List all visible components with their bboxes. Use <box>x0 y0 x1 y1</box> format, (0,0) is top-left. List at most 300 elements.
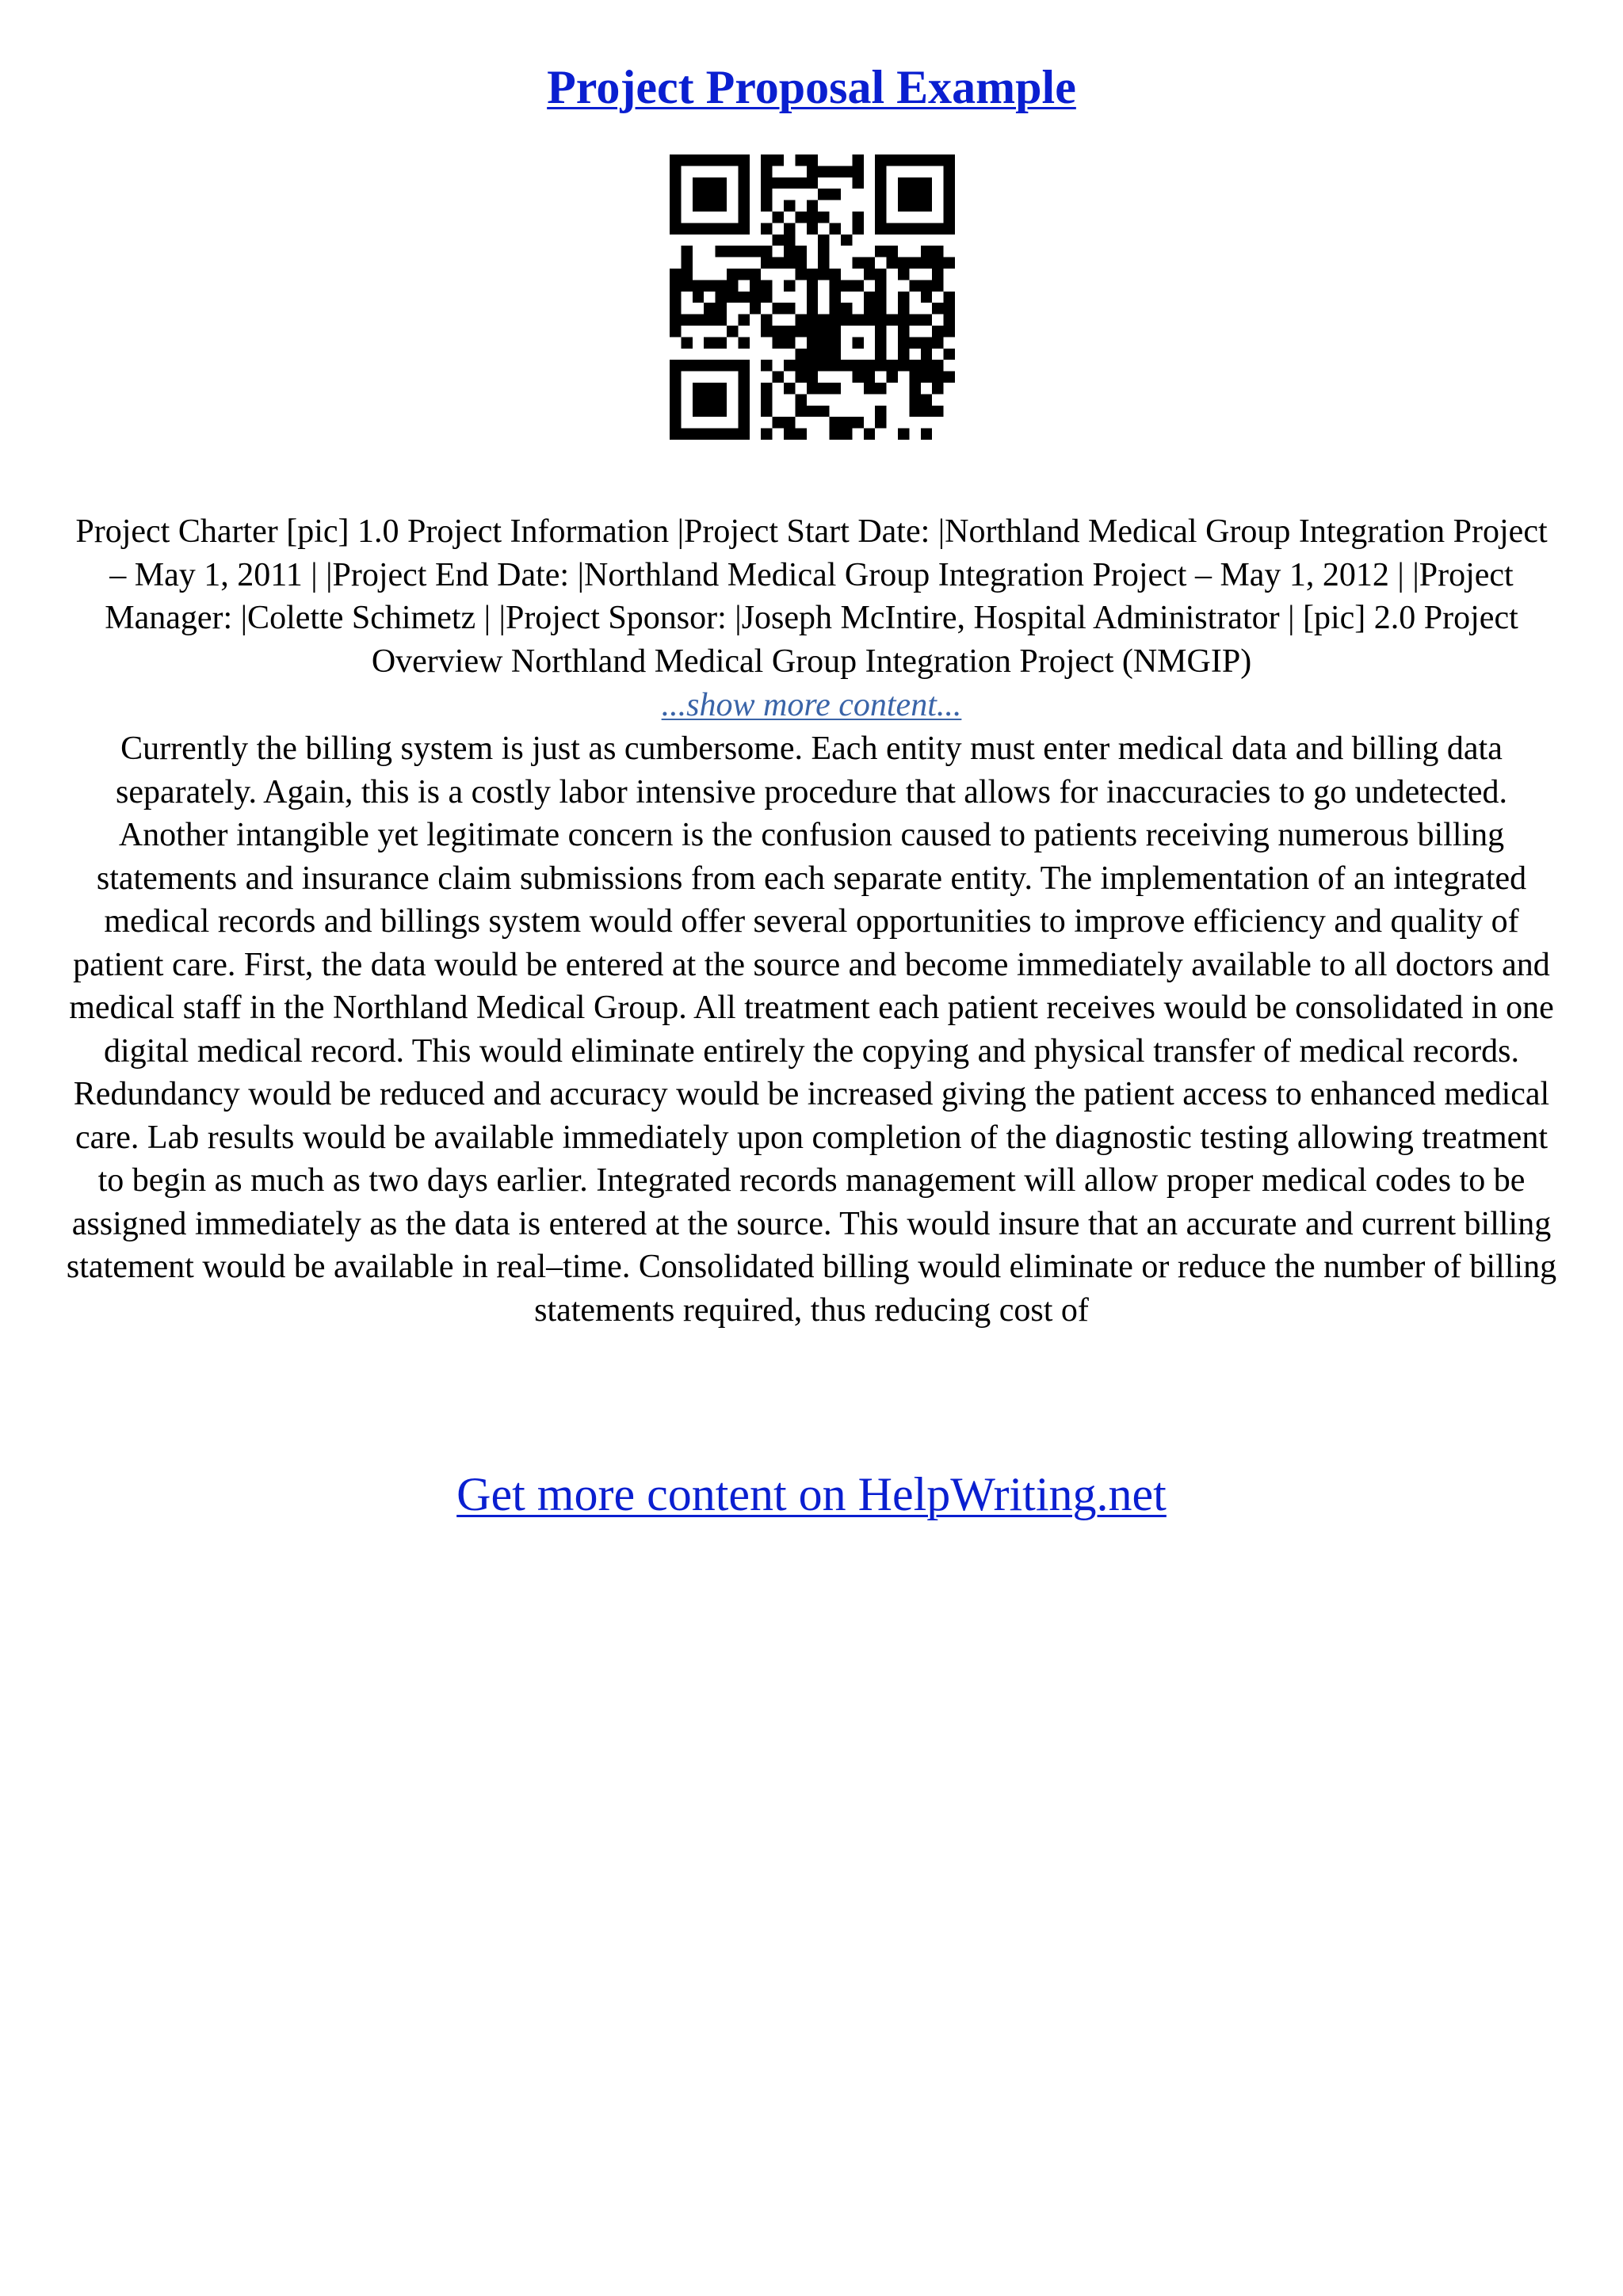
qr-module <box>875 326 886 337</box>
qr-module <box>704 406 715 417</box>
qr-module <box>784 280 795 291</box>
qr-module <box>921 280 932 291</box>
qr-module <box>921 200 932 212</box>
qr-module <box>921 372 932 383</box>
qr-module <box>670 417 681 428</box>
qr-module <box>738 200 749 212</box>
main-body-text: Currently the billing system is just as cumbersome. Each entity must enter medical data and billing data separately. Again, this is a costly labor intensive procedure that allows for inaccuracies to go undetected. Another intangible yet legitimate concern is the confusion caused to patients receiving numerous billing statements and insurance claim submissions from each separate entity. The implementation of an integrated medical records and billings system would offer several opportunities to improve efficiency and quality of patient care. First, the data would be entered at the source and become immediately available to all doctors and medical staff in the Northland Medical Group. All treatment each patient receives would be consolidated in one digital medical record. This would eliminate entirely the copying and physical transfer of medical records. Redundancy would be reduced and accuracy would be increased giving the patient access to enhanced medical care. Lab results would be available immediately upon completion of the diagnostic testing allowing treatment to begin as much as two days earlier. Integrated records management will allow proper medical codes to be assigned immediately as the data is entered at the source. This would insure that an accurate and current billing statement would be available in real–time. Consolidated billing would eliminate or reduce the number of billing statements required, thus reducing cost of <box>66 730 1557 1329</box>
qr-module <box>898 257 909 269</box>
qr-module <box>670 372 681 383</box>
qr-module <box>761 280 772 291</box>
qr-module <box>681 429 692 440</box>
qr-module <box>716 303 727 314</box>
qr-module <box>898 189 909 200</box>
qr-module <box>921 349 932 360</box>
qr-module <box>875 177 886 189</box>
qr-module <box>875 200 886 212</box>
qr-module <box>830 360 841 371</box>
qr-module <box>681 280 692 291</box>
qr-module <box>852 417 863 428</box>
qr-module <box>784 257 795 269</box>
qr-module <box>773 337 784 348</box>
qr-module <box>807 337 818 348</box>
qr-module <box>944 326 955 337</box>
qr-module <box>887 154 898 166</box>
qr-module <box>670 394 681 405</box>
qr-module <box>909 406 920 417</box>
qr-module <box>898 223 909 234</box>
qr-module <box>693 360 704 371</box>
qr-module <box>681 154 692 166</box>
qr-module <box>670 303 681 314</box>
qr-module <box>738 154 749 166</box>
qr-module <box>830 326 841 337</box>
qr-module <box>738 315 749 326</box>
qr-module <box>738 360 749 371</box>
qr-module <box>681 223 692 234</box>
qr-module <box>738 166 749 177</box>
qr-module <box>864 315 875 326</box>
qr-module <box>807 383 818 394</box>
qr-module <box>807 372 818 383</box>
qr-module <box>807 166 818 177</box>
qr-module <box>795 394 806 405</box>
qr-module <box>716 280 727 291</box>
qr-module <box>921 406 932 417</box>
qr-module <box>944 200 955 212</box>
qr-module <box>704 315 715 326</box>
qr-module <box>681 257 692 269</box>
qr-module <box>681 246 692 257</box>
qr-module <box>738 246 749 257</box>
qr-module <box>898 200 909 212</box>
qr-module <box>909 337 920 348</box>
qr-module <box>818 189 829 200</box>
qr-module <box>875 337 886 348</box>
qr-module <box>909 372 920 383</box>
qr-module <box>864 303 875 314</box>
qr-module <box>875 292 886 303</box>
qr-module <box>693 154 704 166</box>
qr-module <box>716 177 727 189</box>
qr-module <box>818 315 829 326</box>
qr-module <box>830 223 841 234</box>
qr-module <box>921 257 932 269</box>
qr-module <box>670 189 681 200</box>
qr-module <box>727 292 738 303</box>
qr-module <box>875 212 886 223</box>
page-title <box>0 54 1623 120</box>
qr-module <box>909 360 920 371</box>
qr-module <box>670 223 681 234</box>
qr-module <box>738 394 749 405</box>
qr-module <box>704 394 715 405</box>
qr-module <box>864 383 875 394</box>
qr-module <box>830 417 841 428</box>
qr-module <box>841 303 852 314</box>
qr-module <box>830 303 841 314</box>
qr-module <box>807 154 818 166</box>
qr-module <box>773 257 784 269</box>
qr-module <box>795 372 806 383</box>
qr-module <box>875 383 886 394</box>
qr-module <box>807 292 818 303</box>
qr-module <box>773 154 784 166</box>
qr-module <box>716 406 727 417</box>
qr-module <box>944 177 955 189</box>
qr-module <box>921 154 932 166</box>
qr-module <box>727 429 738 440</box>
qr-module <box>784 360 795 371</box>
qr-module <box>807 223 818 234</box>
show-more-link[interactable]: ...show more content... <box>661 687 962 723</box>
qr-module <box>670 269 681 280</box>
qr-module <box>750 292 761 303</box>
qr-module <box>693 315 704 326</box>
qr-module <box>716 383 727 394</box>
qr-module <box>761 166 772 177</box>
qr-module <box>761 383 772 394</box>
qr-module <box>727 326 738 337</box>
qr-module <box>807 303 818 314</box>
qr-module <box>704 337 715 348</box>
qr-module <box>795 257 806 269</box>
qr-module <box>795 177 806 189</box>
qr-module <box>830 337 841 348</box>
qr-module <box>852 257 863 269</box>
qr-module <box>932 372 943 383</box>
qr-module <box>864 269 875 280</box>
qr-module <box>784 417 795 428</box>
qr-module <box>944 223 955 234</box>
qr-module <box>887 360 898 371</box>
qr-module <box>784 337 795 348</box>
qr-module <box>932 223 943 234</box>
qr-module <box>761 177 772 189</box>
qr-module <box>670 383 681 394</box>
qr-module <box>875 315 886 326</box>
qr-module <box>795 360 806 371</box>
qr-module <box>898 337 909 348</box>
qr-module <box>909 257 920 269</box>
qr-module <box>773 303 784 314</box>
qr-module <box>795 429 806 440</box>
qr-module <box>875 349 886 360</box>
qr-module <box>875 406 886 417</box>
qr-module <box>841 280 852 291</box>
qr-module <box>909 223 920 234</box>
qr-module <box>921 177 932 189</box>
qr-module <box>738 429 749 440</box>
qr-code-icon <box>670 154 955 440</box>
qr-module <box>784 200 795 212</box>
qr-module <box>773 417 784 428</box>
qr-module <box>738 383 749 394</box>
qr-module <box>716 189 727 200</box>
qr-module <box>944 315 955 326</box>
qr-module <box>932 303 943 314</box>
qr-module <box>852 223 863 234</box>
qr-module <box>841 360 852 371</box>
qr-module <box>761 246 772 257</box>
qr-module <box>795 246 806 257</box>
qr-module <box>898 303 909 314</box>
qr-module <box>761 189 772 200</box>
qr-module <box>807 360 818 371</box>
qr-module <box>727 360 738 371</box>
qr-module <box>795 349 806 360</box>
qr-module <box>727 154 738 166</box>
qr-module <box>909 154 920 166</box>
qr-module <box>693 429 704 440</box>
qr-module <box>818 326 829 337</box>
show-more-container <box>0 684 1623 727</box>
qr-module <box>693 223 704 234</box>
qr-module <box>841 315 852 326</box>
qr-module <box>887 315 898 326</box>
qr-module <box>761 360 772 371</box>
qr-module <box>670 326 681 337</box>
qr-module <box>818 383 829 394</box>
qr-module <box>875 246 886 257</box>
qr-module <box>693 292 704 303</box>
qr-module <box>750 246 761 257</box>
qr-module <box>932 280 943 291</box>
qr-module <box>864 360 875 371</box>
qr-module <box>761 200 772 212</box>
qr-module <box>944 166 955 177</box>
qr-module <box>670 200 681 212</box>
qr-module <box>738 177 749 189</box>
qr-module <box>807 315 818 326</box>
qr-module <box>852 337 863 348</box>
qr-module <box>852 166 863 177</box>
qr-module <box>887 257 898 269</box>
qr-module <box>921 360 932 371</box>
qr-module <box>716 429 727 440</box>
qr-module <box>887 246 898 257</box>
qr-module <box>875 303 886 314</box>
qr-module <box>875 269 886 280</box>
qr-module <box>909 177 920 189</box>
qr-module <box>818 337 829 348</box>
qr-module <box>818 235 829 246</box>
qr-module <box>898 269 909 280</box>
qr-module <box>818 360 829 371</box>
qr-module <box>784 303 795 314</box>
qr-module <box>738 223 749 234</box>
qr-module <box>693 383 704 394</box>
qr-module <box>852 360 863 371</box>
qr-module <box>704 154 715 166</box>
qr-module <box>693 280 704 291</box>
qr-module <box>944 212 955 223</box>
qr-module <box>830 315 841 326</box>
qr-module <box>704 360 715 371</box>
qr-module <box>898 326 909 337</box>
qr-module <box>909 280 920 291</box>
qr-module <box>693 200 704 212</box>
qr-module <box>670 154 681 166</box>
qr-module <box>738 417 749 428</box>
title-link[interactable]: Project Proposal Example <box>547 61 1076 113</box>
qr-module <box>818 166 829 177</box>
qr-module <box>795 315 806 326</box>
qr-module <box>932 406 943 417</box>
qr-module <box>750 303 761 314</box>
qr-module <box>670 280 681 291</box>
qr-module <box>818 246 829 257</box>
qr-module <box>818 269 829 280</box>
qr-module <box>875 360 886 371</box>
qr-module <box>784 246 795 257</box>
qr-module <box>795 406 806 417</box>
qr-module <box>693 177 704 189</box>
qr-module <box>841 235 852 246</box>
qr-module <box>830 280 841 291</box>
qr-module <box>716 315 727 326</box>
qr-module <box>932 257 943 269</box>
qr-module <box>909 394 920 405</box>
qr-module <box>898 177 909 189</box>
qr-module <box>784 177 795 189</box>
qr-module <box>727 246 738 257</box>
qr-module <box>932 383 943 394</box>
qr-module <box>784 223 795 234</box>
qr-module <box>875 154 886 166</box>
qr-module <box>921 429 932 440</box>
qr-module <box>921 189 932 200</box>
qr-module <box>887 223 898 234</box>
qr-module <box>807 269 818 280</box>
qr-module <box>784 383 795 394</box>
qr-module <box>944 349 955 360</box>
qr-module <box>852 154 863 166</box>
qr-module <box>681 269 692 280</box>
qr-module <box>704 429 715 440</box>
qr-module <box>932 360 943 371</box>
qr-module <box>716 246 727 257</box>
qr-module <box>704 303 715 314</box>
qr-module <box>716 292 727 303</box>
qr-module <box>761 292 772 303</box>
qr-module <box>716 360 727 371</box>
qr-module <box>693 189 704 200</box>
qr-module <box>784 235 795 246</box>
qr-module <box>738 189 749 200</box>
qr-module <box>670 212 681 223</box>
qr-module <box>830 269 841 280</box>
qr-module <box>704 200 715 212</box>
qr-module <box>704 223 715 234</box>
qr-module <box>681 337 692 348</box>
qr-module <box>841 417 852 428</box>
qr-module <box>761 429 772 440</box>
qr-module <box>921 292 932 303</box>
qr-module <box>852 280 863 291</box>
qr-module <box>909 383 920 394</box>
qr-module <box>898 154 909 166</box>
qr-module <box>909 315 920 326</box>
qr-module <box>944 257 955 269</box>
qr-module <box>818 349 829 360</box>
qr-module <box>807 177 818 189</box>
qr-module <box>875 189 886 200</box>
qr-module <box>864 429 875 440</box>
qr-module <box>704 383 715 394</box>
qr-module <box>852 315 863 326</box>
project-charter-intro: Project Charter [pic] 1.0 Project Information |Project Start Date: |Northland Medical Group Integration Project – May 1, 2011 | |Project End Date: |Northland Medical Group Integration Project – May 1, 2012 | |Project Manager: |Colette Schimetz | |Project Sponsor: |Joseph McIntire, Hospital Administrator | [pic] 2.0 Project Overview Northland Medical Group Integration Project (NMGIP) <box>75 513 1548 680</box>
qr-module <box>830 349 841 360</box>
qr-module <box>852 372 863 383</box>
qr-module <box>898 360 909 371</box>
qr-module <box>807 326 818 337</box>
qr-module <box>944 292 955 303</box>
qr-module <box>750 269 761 280</box>
qr-module <box>761 315 772 326</box>
qr-module <box>921 246 932 257</box>
qr-module <box>830 383 841 394</box>
qr-module <box>727 280 738 291</box>
qr-module <box>944 372 955 383</box>
qr-module <box>761 223 772 234</box>
qr-module <box>670 315 681 326</box>
qr-module <box>727 269 738 280</box>
qr-module <box>921 337 932 348</box>
qr-module <box>921 394 932 405</box>
qr-module <box>807 212 818 223</box>
qr-module <box>761 406 772 417</box>
helpwriting-link[interactable]: Get more content on HelpWriting.net <box>456 1468 1167 1520</box>
qr-module <box>932 154 943 166</box>
qr-module <box>818 212 829 223</box>
qr-module <box>773 235 784 246</box>
qr-module <box>704 280 715 291</box>
qr-module <box>852 177 863 189</box>
qr-module <box>761 257 772 269</box>
qr-module <box>944 189 955 200</box>
qr-module <box>795 326 806 337</box>
qr-module <box>887 372 898 383</box>
qr-module <box>830 292 841 303</box>
qr-module <box>681 315 692 326</box>
qr-module <box>738 292 749 303</box>
qr-module <box>795 212 806 223</box>
qr-module <box>738 212 749 223</box>
qr-module <box>875 280 886 291</box>
qr-module <box>716 154 727 166</box>
qr-module <box>875 417 886 428</box>
qr-module <box>681 360 692 371</box>
qr-module <box>773 326 784 337</box>
qr-module <box>932 326 943 337</box>
qr-module <box>738 269 749 280</box>
qr-module <box>921 223 932 234</box>
qr-module <box>864 257 875 269</box>
qr-module <box>773 177 784 189</box>
qr-module <box>818 406 829 417</box>
qr-module <box>773 372 784 383</box>
qr-module <box>807 280 818 291</box>
footer-container <box>0 1463 1623 1526</box>
qr-module <box>670 429 681 440</box>
qr-module <box>784 326 795 337</box>
qr-module <box>944 154 955 166</box>
qr-module <box>784 429 795 440</box>
qr-module <box>761 154 772 166</box>
qr-module <box>670 177 681 189</box>
qr-module <box>716 337 727 348</box>
